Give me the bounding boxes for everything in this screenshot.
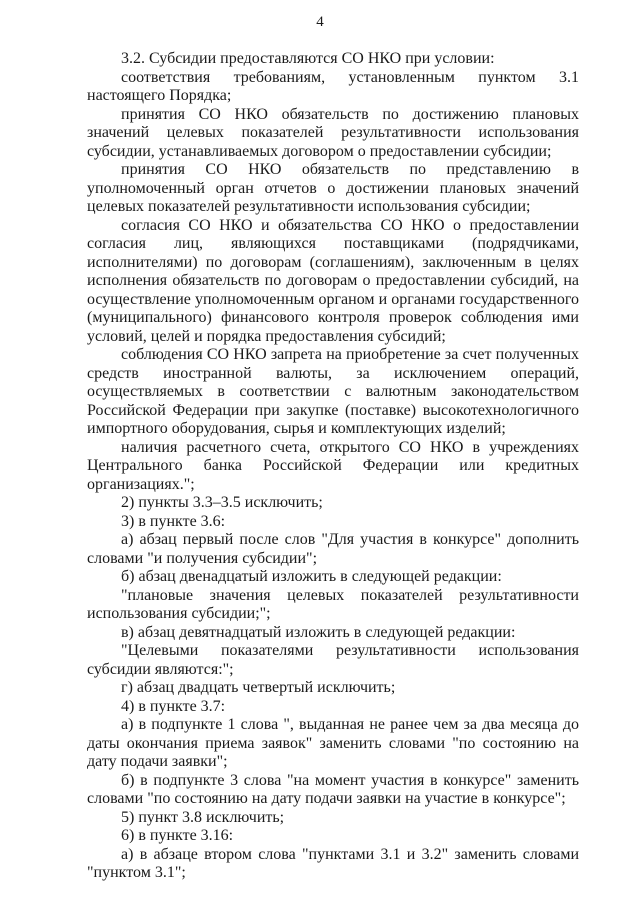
paragraph-item-3b: б) абзац двенадцатый изложить в следующей редакции:: [121, 568, 502, 585]
paragraph-item-6: 6) в пункте 3.16:: [121, 827, 234, 844]
paragraph-item-4a: а) в подпункте 1 слова ", выданная не ранее чем за два месяца до даты окончания приема заявок" заменить словами "по состоянию на дату подачи заявки";: [87, 716, 579, 770]
paragraph-3-2-intro: 3.2. Субсидии предоставляются СО НКО при условии:: [121, 50, 495, 67]
page-number: 4: [316, 14, 324, 30]
paragraph-item-3v-text: "Целевыми показателями результативности использования субсидии являются:";: [87, 642, 579, 678]
paragraph-item-6a: а) в абзаце втором слова "пунктами 3.1 и 3.2" заменить словами "пунктом 3.1";: [87, 845, 579, 881]
paragraph-condition-currency: соблюдения СО НКО запрета на приобретение за счет полученных средств иностранной валюты, за исключением операций, осуществляемых в соответствии с валютным законодательством Российской Федерации при закупке (поставке) высокотехнологичного импортного оборудования, сырья и комплектующих изделий;: [87, 346, 579, 437]
paragraph-item-5: 5) пункт 3.8 исключить;: [121, 808, 285, 826]
paragraph-item-2: 2) пункты 3.3–3.5 исключить;: [121, 494, 323, 511]
paragraph-condition-reports: принятия СО НКО обязательств по представлению в уполномоченный орган отчетов о достижении плановых значений целевых показателей результативности использования субсидии;: [87, 161, 579, 215]
document-body: [87, 50, 579, 883]
paragraph-item-3a: а) абзац первый после слов "Для участия в конкурсе" дополнить словами "и получения субсидии";: [87, 531, 579, 567]
paragraph-condition-targets: принятия СО НКО обязательств по достижению плановых значений целевых показателей результативности использования субсидии, устанавливаемых договором о предоставлении субсидии;: [87, 105, 579, 160]
paragraph-item-3: 3) в пункте 3.6:: [121, 512, 226, 530]
paragraph-condition-account: наличия расчетного счета, открытого СО НКО в учреждениях Центрального банка Российской Федерации или кредитных организациях.";: [87, 438, 579, 493]
paragraph-item-3b-text: "плановые значения целевых показателей результативности использования субсидии;";: [87, 586, 579, 622]
paragraph-condition-requirements: соответствия требованиям, установленным пунктом 3.1 настоящего Порядка;: [87, 68, 579, 104]
paragraph-item-4: 4) в пункте 3.7:: [121, 697, 226, 715]
paragraph-condition-consent: согласия СО НКО и обязательства СО НКО о предоставлении согласия лиц, являющихся поставщиками (подрядчиками, исполнителями) по договорам (соглашениям), заключенным в целях исполнения обязательств по договорам о предоставлении субсидий, на осуществление уполномоченным органом и органами государственного (муниципального) финансового контроля проверок соблюдения ими условий, целей и порядка предоставления субсидий;: [87, 216, 579, 345]
paragraph-item-3g: г) абзац двадцать четвертый исключить;: [121, 679, 396, 696]
paragraph-item-4b: б) в подпункте 3 слова "на момент участия в конкурсе" заменить словами "по состоянию на дату подачи заявки на участие в конкурсе";: [87, 771, 579, 807]
paragraph-item-3v: в) абзац девятнадцатый изложить в следующей редакции:: [121, 623, 516, 641]
